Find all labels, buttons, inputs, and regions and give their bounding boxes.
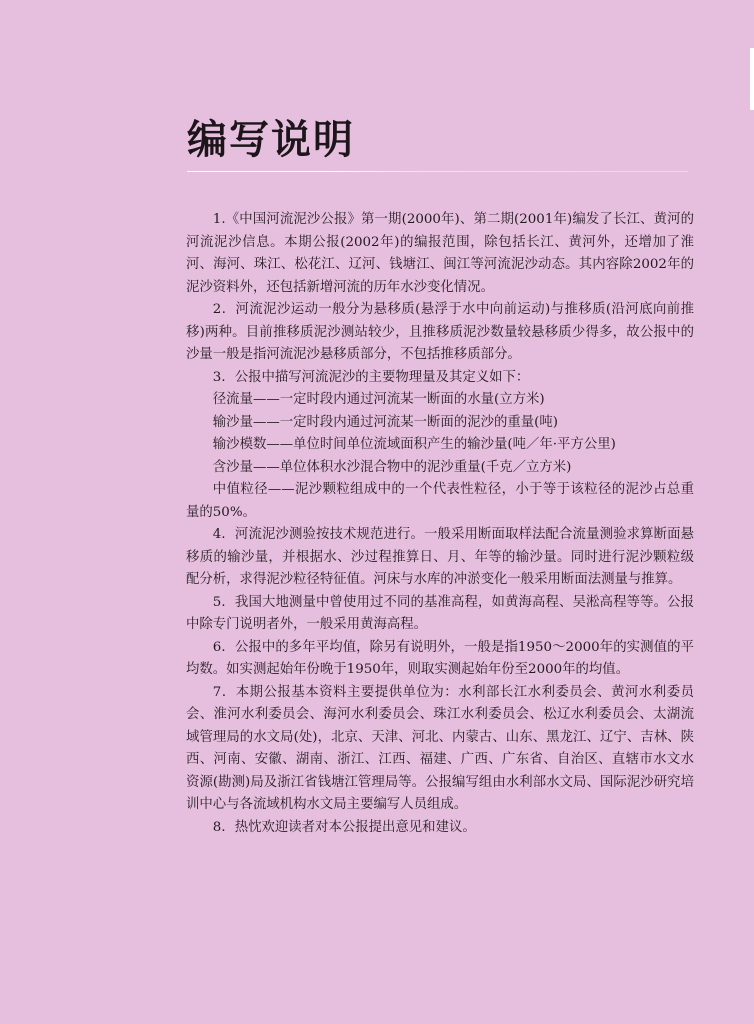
definition-median-diameter: 中值粒径——泥沙颗粒组成中的一个代表性粒径，小于等于该粒径的泥沙占总重量的50%。 xyxy=(186,482,694,520)
paragraph-3: 3．公报中描写河流泥沙的主要物理量及其定义如下： xyxy=(212,369,530,385)
paragraph-5: 5．我国大地测量中曾使用过不同的基准高程，如黄海高程、吴淞高程等等。公报中除专门说明者外，一般采用黄海高程。 xyxy=(186,594,694,632)
body-text xyxy=(186,209,694,839)
title-underline xyxy=(187,171,688,172)
definition-sediment-modulus: 输沙模数——单位时间单位流域面积产生的输沙量(吨／年·平方公里) xyxy=(212,437,616,452)
paragraph-2: 2．河流泥沙运动一般分为悬移质(悬浮于水中向前运动)与推移质(沿河底向前推移)两种。目前推移质泥沙测站较少，且推移质泥沙数量较悬移质少得多，故公报中的沙量一般是指河流泥沙悬移质部分，不包括推移质部分。 xyxy=(186,302,694,362)
paragraph-8: 8．热忱欢迎读者对本公报提出意见和建议。 xyxy=(212,819,476,835)
paragraph-1: 1.《中国河流泥沙公报》第一期(2000年)、第二期(2001年)编发了长江、黄河的河流泥沙信息。本期公报(2002年)的编报范围，除包括长江、黄河外，还增加了淮河、海河、珠江、松花江、辽河、钱塘江、闽江等河流泥沙动态。其内容除2002年的泥沙资料外，还包括新增河流的历年水沙变化情况。 xyxy=(186,212,694,295)
definition-sediment-concentration: 含沙量——单位体积水沙混合物中的泥沙重量(千克／立方米) xyxy=(212,459,572,475)
edge-marker xyxy=(750,48,754,110)
definition-runoff: 径流量——一定时段内通过河流某一断面的水量(立方米) xyxy=(212,392,545,407)
paragraph-7: 7．本期公报基本资料主要提供单位为：水利部长江水利委员会、黄河水利委员会、淮河水利委员会、海河水利委员会、珠江水利委员会、松辽水利委员会、太湖流域管理局的水文局(处)，北京、天津、河北、内蒙古、山东、黑龙江、辽宁、吉林、陕西、河南、安徽、湖南、浙江、江西、福建、广西、广东省、自治区、直辖市水文水资源(勘测)局及浙江省钱塘江管理局等。公报编写组由水利部水文局、国际泥沙研究培训中心与各流域机构水文局主要编写人员组成。 xyxy=(186,684,694,812)
paragraph-4: 4．河流泥沙测验按技术规范进行。一般采用断面取样法配合流量测验求算断面悬移质的输沙量，并根据水、沙过程推算日、月、年等的输沙量。同时进行泥沙颗粒级配分析，求得泥沙粒径特征值。河床与水库的冲淤变化一般采用断面法测量与推算。 xyxy=(186,527,694,587)
paragraph-6: 6．公报中的多年平均值，除另有说明外，一般是指1950～2000年的实测值的平均数。如实测起始年份晚于1950年，则取实测起始年份至2000年的均值。 xyxy=(186,639,694,677)
page-title: 编写说明 xyxy=(187,116,355,163)
definition-sediment-load: 输沙量——一定时段内通过河流某一断面的泥沙的重量(吨) xyxy=(212,414,559,430)
